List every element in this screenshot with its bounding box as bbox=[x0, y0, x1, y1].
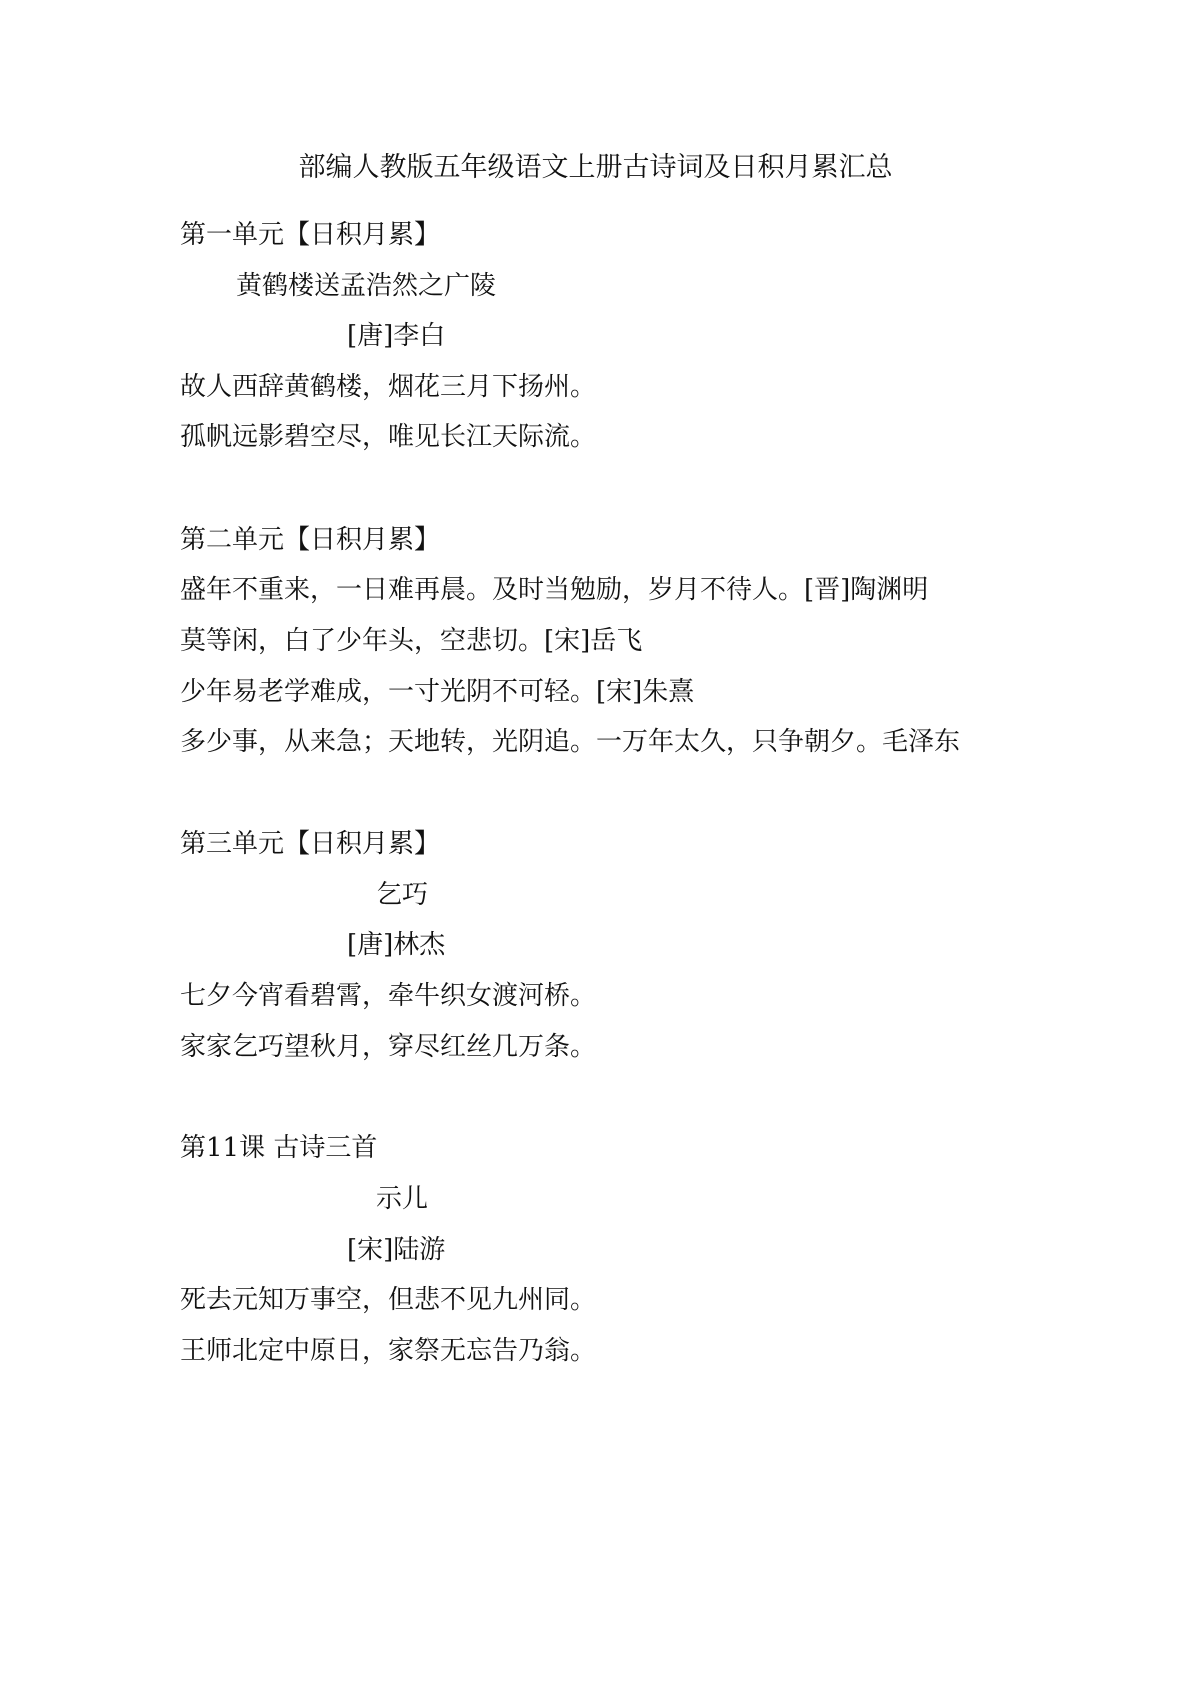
poem-line: 故人西辞黄鹤楼，烟花三月下扬州。 bbox=[180, 372, 597, 402]
poem-line: 家家乞巧望秋月，穿尽红丝几万条。 bbox=[180, 1032, 597, 1062]
section-heading-unit-2: 第二单元【日积月累】 bbox=[180, 525, 441, 555]
poem-title: 示儿 bbox=[376, 1184, 429, 1214]
quote-line: 盛年不重来，一日难再晨。及时当勉励，岁月不待人。[晋]陶渊明 bbox=[180, 575, 929, 605]
poem-line: 孤帆远影碧空尽，唯见长江天际流。 bbox=[180, 422, 597, 452]
poem-title: 乞巧 bbox=[376, 880, 429, 910]
quote-line: 多少事，从来急；天地转，光阴追。一万年太久，只争朝夕。毛泽东 bbox=[180, 727, 961, 757]
poem-author: [唐]林杰 bbox=[347, 930, 446, 960]
poem-title: 黄鹤楼送孟浩然之广陵 bbox=[236, 271, 497, 301]
poem-line: 七夕今宵看碧霄，牵牛织女渡河桥。 bbox=[180, 981, 597, 1011]
section-heading-unit-3: 第三单元【日积月累】 bbox=[180, 829, 441, 859]
quote-line: 莫等闲，白了少年头，空悲切。[宋]岳飞 bbox=[180, 626, 643, 656]
poem-author: [唐]李白 bbox=[347, 321, 446, 351]
section-heading-lesson-11: 第11课 古诗三首 bbox=[180, 1133, 378, 1163]
poem-line: 王师北定中原日，家祭无忘告乃翁。 bbox=[180, 1336, 597, 1366]
poem-author: [宋]陆游 bbox=[347, 1235, 446, 1265]
page-title: 部编人教版五年级语文上册古诗词及日积月累汇总 bbox=[298, 152, 893, 183]
poem-line: 死去元知万事空，但悲不见九州同。 bbox=[180, 1285, 597, 1315]
quote-line: 少年易老学难成，一寸光阴不可轻。[宋]朱熹 bbox=[180, 677, 695, 707]
section-heading-unit-1: 第一单元【日积月累】 bbox=[180, 220, 441, 250]
